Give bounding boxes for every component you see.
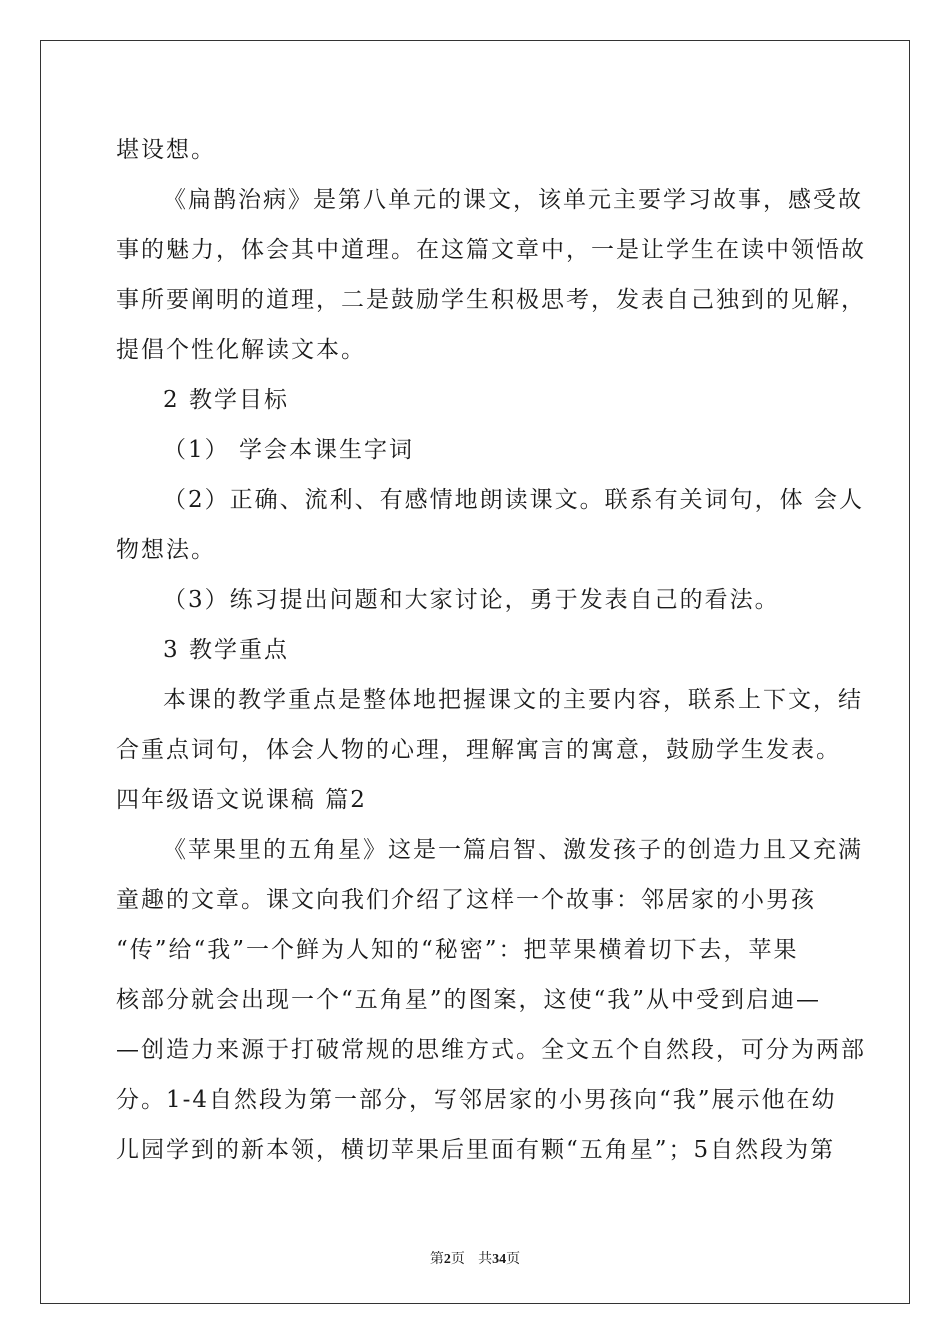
text-line: 提倡个性化解读文本。 (116, 337, 366, 363)
section-heading-teaching-goals: 2 教学目标 (163, 387, 289, 413)
text-line: 《扁鹊治病》是第八单元的课文，该单元主要学习故事，感受故 (163, 187, 863, 213)
text-line: 分。1-4自然段为第一部分，写邻居家的小男孩向“我”展示他在幼 (116, 1087, 837, 1113)
article-title: 四年级语文说课稿 篇2 (116, 787, 367, 813)
text-line: 儿园学到的新本领，横切苹果后里面有颗“五角星”；5自然段为第 (116, 1137, 836, 1163)
text-line: （2）正确、流利、有感情地朗读课文。联系有关词句，体 会人 (163, 487, 864, 513)
text-line: 核部分就会出现一个“五角星”的图案，这使“我”从中受到启迪— (116, 987, 822, 1013)
text-line: 《苹果里的五角星》这是一篇启智、激发孩子的创造力且又充满 (163, 837, 863, 863)
document-body (116, 125, 866, 1175)
page-footer (0, 1248, 950, 1268)
text-line: 事所要阐明的道理，二是鼓励学生积极思考，发表自己独到的见解， (116, 287, 866, 313)
text-line: 堪设想。 (116, 137, 216, 163)
page-prefix: 第 (429, 1251, 444, 1267)
section-heading-teaching-focus: 3 教学重点 (163, 637, 289, 663)
page-number: 2 (443, 1252, 451, 1267)
text-line: （3）练习提出问题和大家讨论，勇于发表自己的看法。 (163, 587, 780, 613)
text-line: 合重点词句，体会人物的心理，理解寓言的寓意，鼓励学生发表。 (116, 737, 841, 763)
text-line: 本课的教学重点是整体地把握课文的主要内容，联系上下文，结 (163, 687, 863, 713)
total-suffix: 页 (506, 1251, 521, 1267)
text-line: —创造力来源于打破常规的思维方式。全文五个自然段，可分为两部 (116, 1037, 866, 1063)
text-line: 事的魅力，体会其中道理。在这篇文章中，一是让学生在读中领悟故 (116, 237, 866, 263)
text-line: “传”给“我”一个鲜为人知的“秘密”：把苹果横着切下去，苹果 (116, 937, 799, 963)
text-line: 物想法。 (116, 537, 216, 563)
total-pages: 34 (492, 1252, 507, 1267)
text-line: 童趣的文章。课文向我们介绍了这样一个故事：邻居家的小男孩 (116, 887, 816, 913)
page-suffix: 页 (450, 1251, 465, 1267)
total-prefix: 共 (478, 1251, 493, 1267)
text-line: （1） 学会本课生字词 (163, 437, 414, 463)
